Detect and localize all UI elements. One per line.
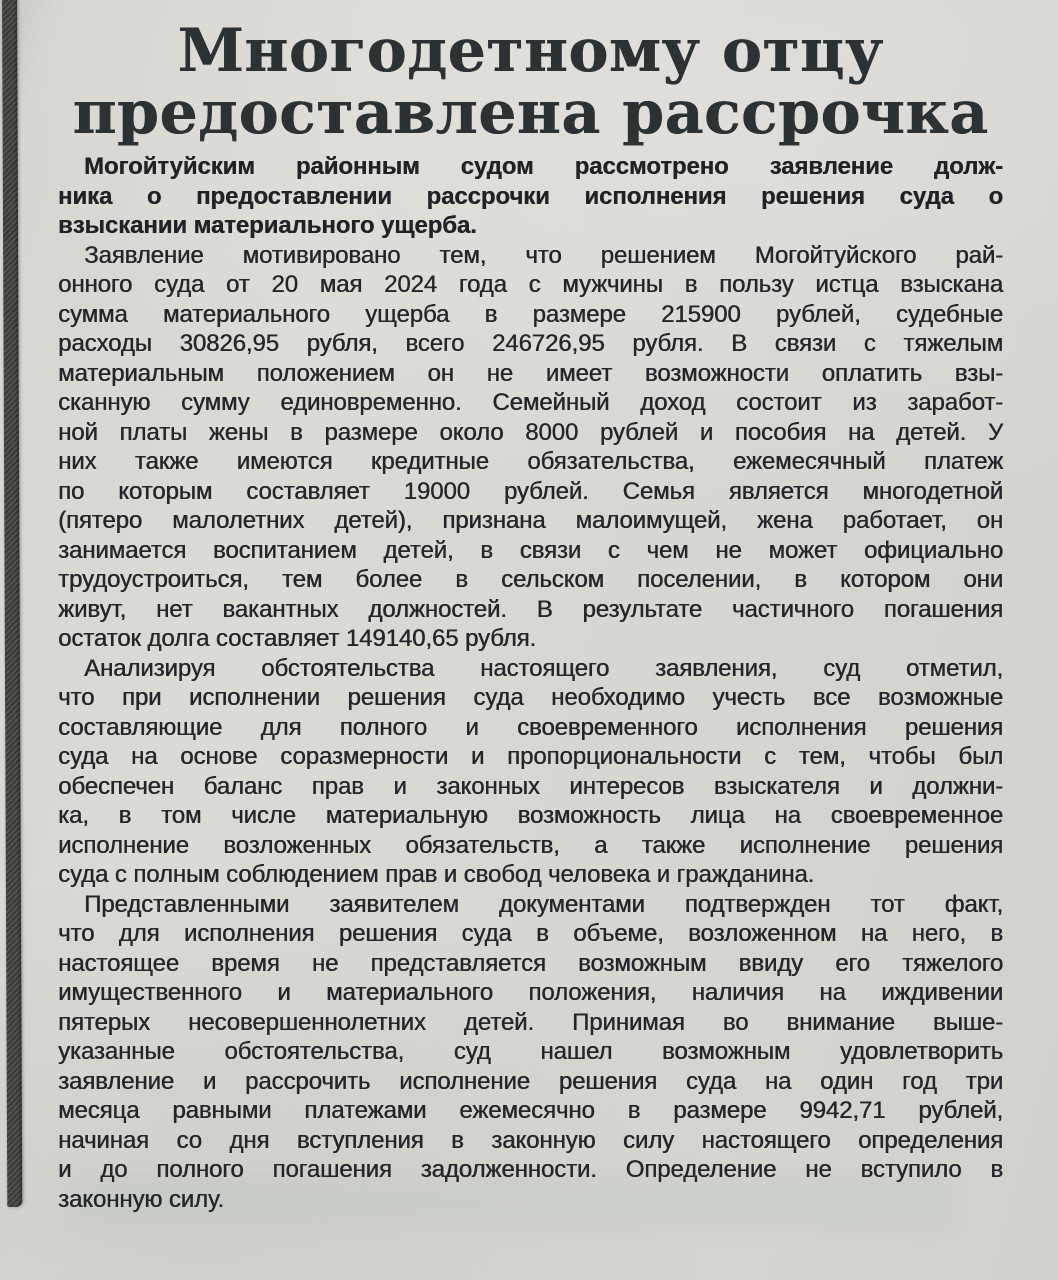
text-line: материальным положением он не имеет возможности оплатить взы-	[58, 359, 1003, 387]
text-line: по которым составляет 19000 рублей. Семья является многодетной	[58, 477, 1003, 505]
text-line: взыскании материального ущерба.	[58, 212, 477, 239]
text-line: ка, в том числе материальную возможность лица на своевременное	[58, 802, 1003, 829]
text-line: начиная со дня вступления в законную силу настоящего определения	[58, 1126, 1003, 1154]
paragraph	[58, 654, 1003, 890]
text-line: законную силу.	[58, 1185, 224, 1213]
text-line: суда на основе соразмерности и пропорциональности с тем, чтобы был	[58, 743, 1003, 770]
article-body	[58, 152, 1003, 1214]
text-line: (пятеро малолетних детей), признана малоимущей, жена работает, он	[58, 507, 1003, 534]
paragraph	[58, 241, 1003, 654]
paragraph	[58, 890, 1003, 1215]
text-line: Представленными заявителем документами подтвержден тот факт,	[84, 890, 1003, 918]
text-line: настоящее время не представляется возможным ввиду его тяжелого	[58, 949, 1003, 977]
text-line: онного суда от 20 мая 2024 года с мужчины в пользу истца взыскана	[58, 271, 1003, 298]
text-line: указанные обстоятельства, суд нашел возможным удовлетворить	[58, 1038, 1003, 1065]
text-line: Могойтуйским районным судом рассмотрено заявление долж-	[84, 153, 1003, 180]
text-line: трудоустроиться, тем более в сельском поселении, в котором они	[58, 566, 1003, 593]
text-line: обеспечен баланс прав и законных интересов взыскателя и должни-	[58, 772, 1003, 800]
text-line: них также имеются кредитные обязательства, ежемесячный платеж	[58, 448, 1003, 475]
headline	[58, 16, 1003, 148]
text-line: пятерых несовершеннолетних детей. Принимая во внимание выше-	[58, 1008, 1003, 1036]
text-line: Анализируя обстоятельства настоящего заявления, суд отметил,	[84, 654, 1003, 682]
text-line: живут, нет вакантных должностей. В результате частичного погашения	[58, 595, 1003, 623]
text-line: заявление и рассрочить исполнение решения суда на один год три	[58, 1067, 1003, 1095]
text-line: ника о предоставлении рассрочки исполнения решения суда о	[58, 182, 1003, 210]
article	[58, 14, 1003, 1214]
headline-line: Многодетному отцу	[177, 16, 884, 86]
text-line: суда с полным соблюдением прав и свобод человека и гражданина.	[58, 861, 815, 888]
text-line: составляющие для полного и своевременного исполнения решения	[58, 713, 1003, 741]
text-line: исполнение возложенных обязательств, а также исполнение решения	[58, 831, 1003, 859]
text-line: сканную сумму единовременно. Семейный доход состоит из заработ-	[58, 389, 1003, 416]
text-line: месяца равными платежами ежемесячно в размере 9942,71 рублей,	[58, 1097, 1003, 1124]
text-line: что при исполнении решения суда необходимо учесть все возможные	[58, 684, 1003, 711]
page-edge-strip	[2, 0, 22, 1207]
lead-paragraph	[58, 152, 1003, 241]
text-line: имущественного и материального положения, наличия на иждивении	[58, 979, 1003, 1006]
text-line: Заявление мотивировано тем, что решением Могойтуйского рай-	[84, 241, 1003, 269]
headline-line: предоставлена рассрочка	[72, 78, 989, 148]
text-line: расходы 30826,95 рубля, всего 246726,95 рубля. В связи с тяжелым	[58, 330, 1003, 357]
text-line: занимается воспитанием детей, в связи с чем не может официально	[58, 536, 1003, 564]
text-line: ной платы жены в размере около 8000 рублей и пособия на детей. У	[58, 418, 1003, 446]
text-line: сумма материального ущерба в размере 215900 рублей, судебные	[58, 300, 1003, 328]
text-line: и до полного погашения задолженности. Определение не вступило в	[58, 1156, 1003, 1183]
text-line: что для исполнения решения суда в объеме, возложенном на него, в	[58, 920, 1003, 947]
text-line: остаток долга составляет 149140,65 рубля.	[58, 625, 536, 652]
